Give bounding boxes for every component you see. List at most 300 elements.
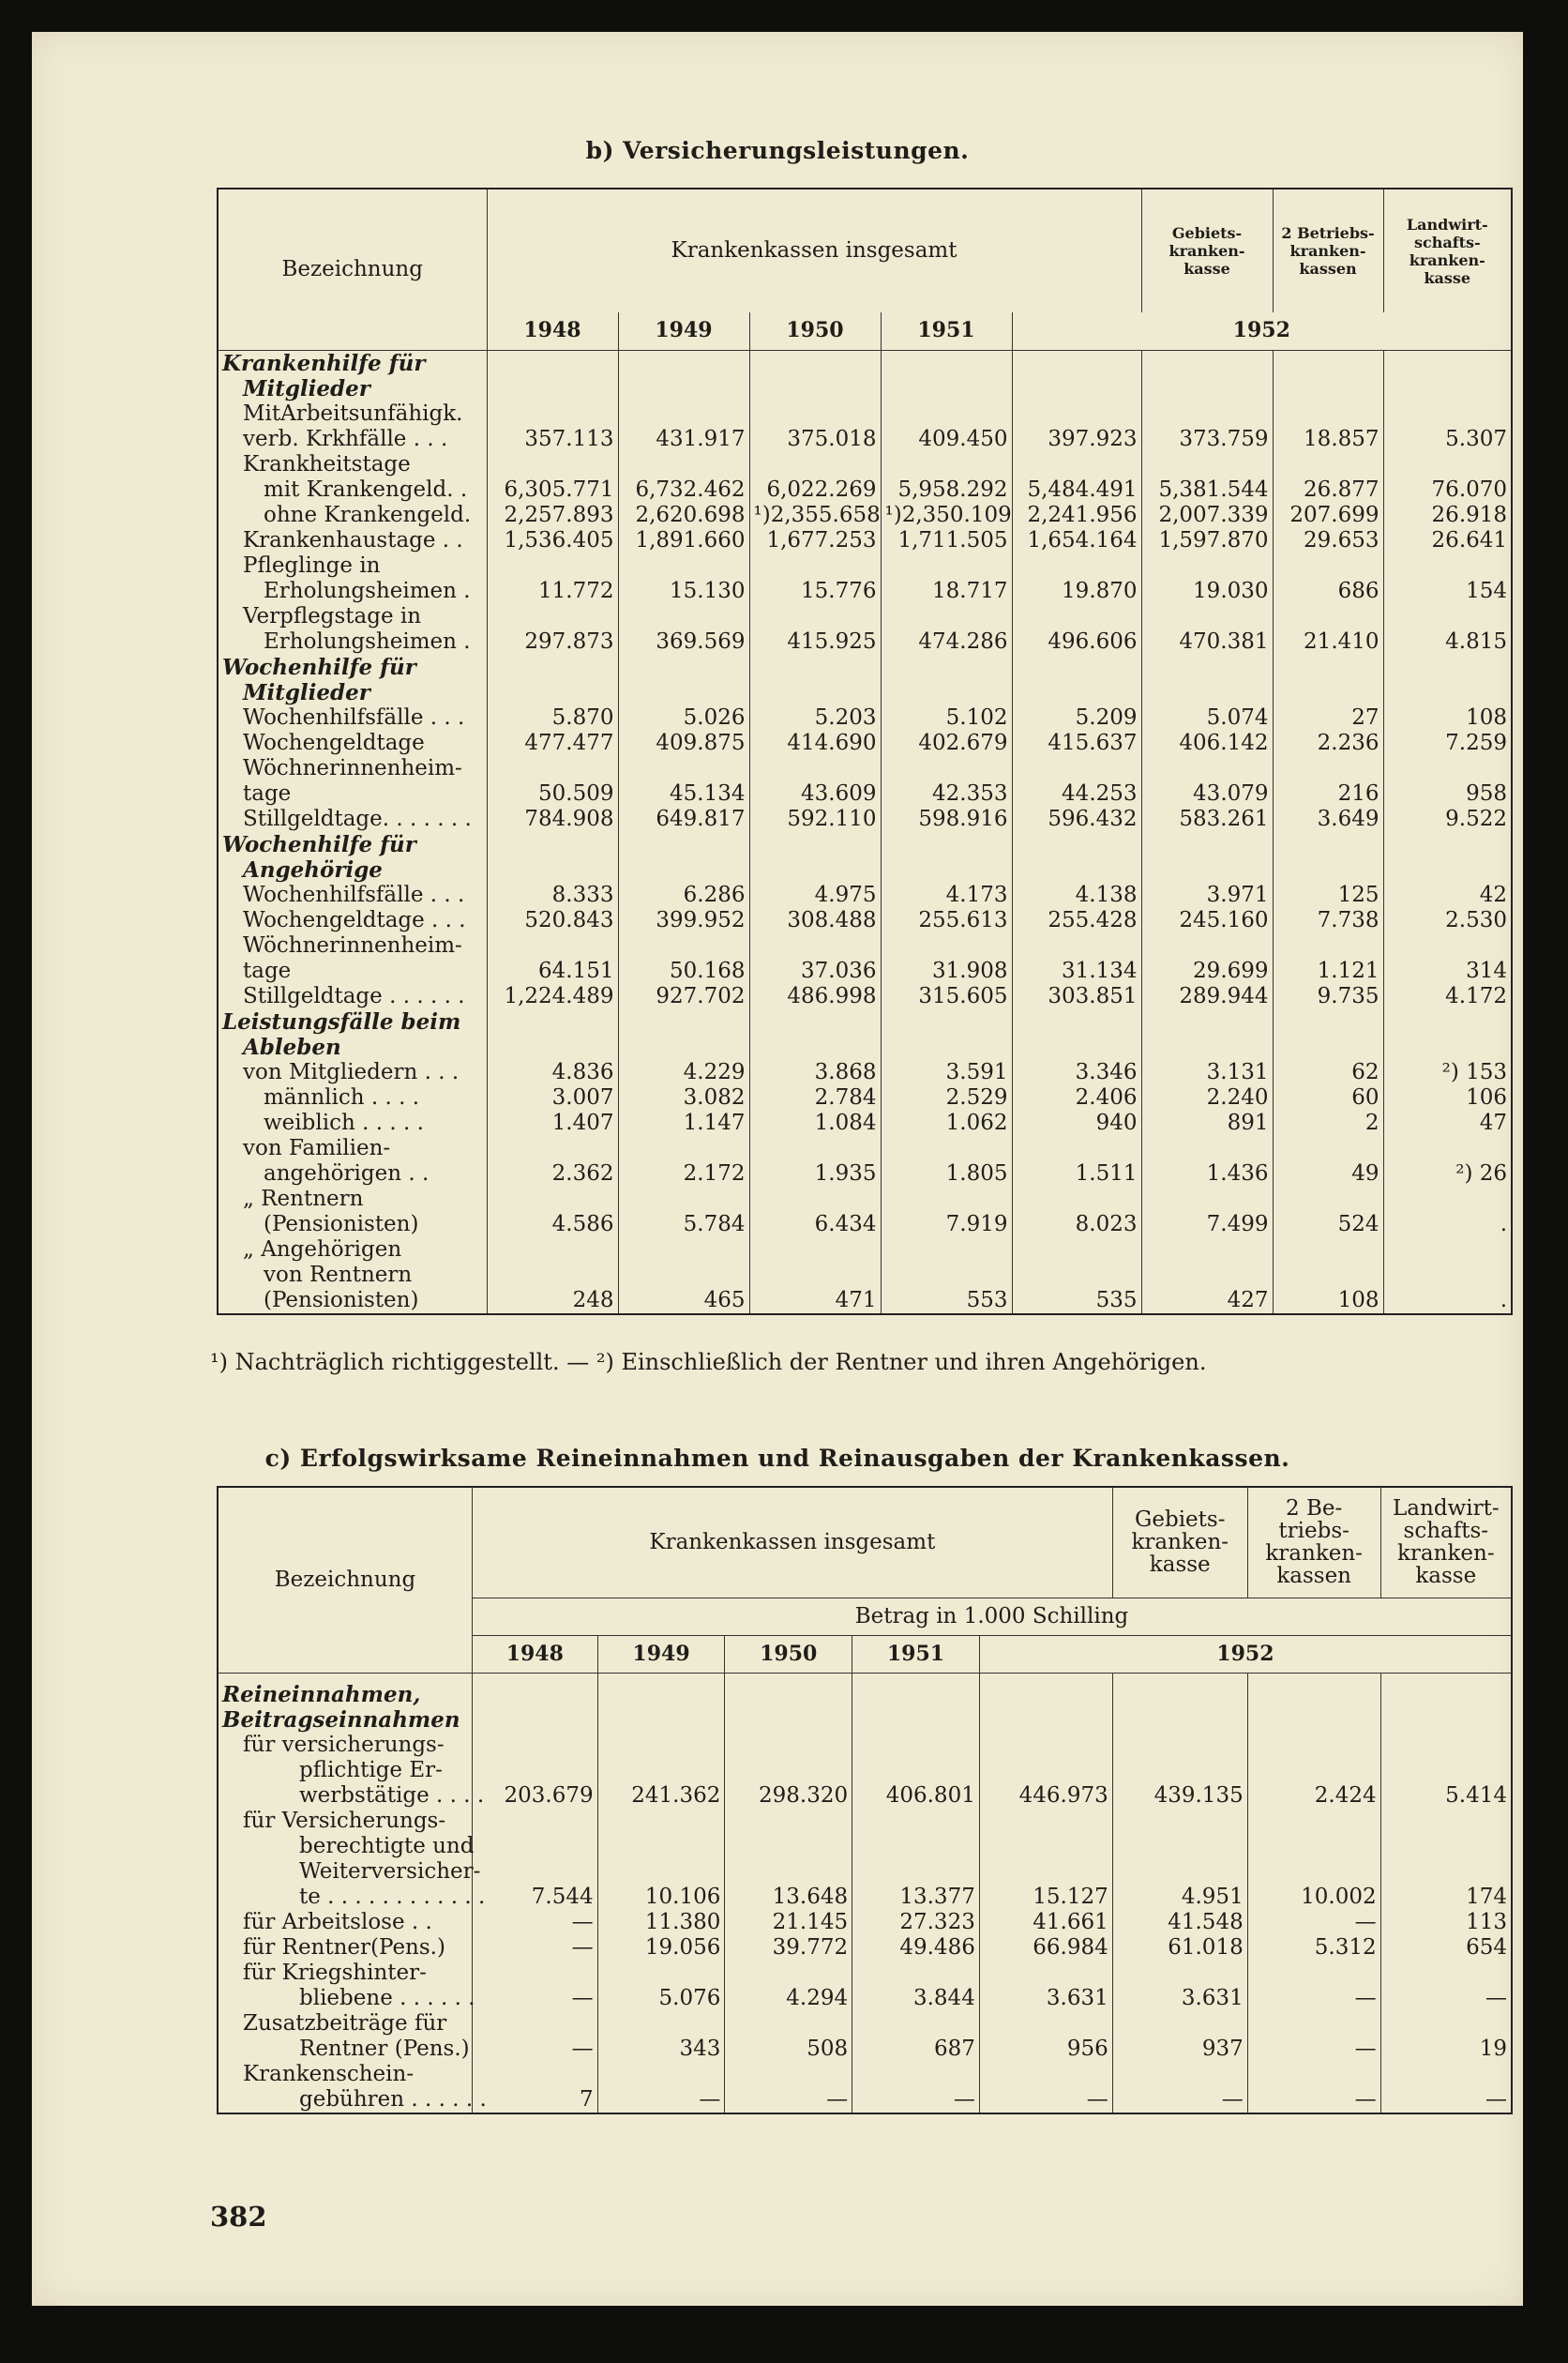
table-cell: 2,007.339 bbox=[1141, 503, 1273, 528]
table-cell bbox=[881, 350, 1012, 376]
table-cell bbox=[597, 1834, 725, 1859]
row-label: Angehörige bbox=[243, 856, 383, 883]
table-row bbox=[218, 1060, 1512, 1085]
table-cell: 596.432 bbox=[1012, 807, 1141, 832]
header-gebiet: Gebiets- kranken- kasse bbox=[1141, 189, 1273, 312]
table-cell: 535 bbox=[1012, 1288, 1141, 1314]
header-bezeichnung-c: Bezeichnung bbox=[218, 1487, 472, 1673]
table-cell bbox=[1247, 1733, 1380, 1758]
table-cell: 553 bbox=[881, 1288, 1012, 1314]
table-cell: — bbox=[1247, 2037, 1380, 2062]
table-cell: 369.569 bbox=[618, 629, 749, 655]
table-cell: 431.917 bbox=[618, 427, 749, 452]
table-cell bbox=[1380, 1733, 1512, 1758]
table-cell: 42 bbox=[1383, 883, 1512, 908]
table-cell: 64.151 bbox=[487, 959, 618, 984]
table-cell bbox=[1383, 401, 1512, 427]
table-cell: 427 bbox=[1141, 1288, 1273, 1314]
table-cell bbox=[618, 350, 749, 376]
spacer-cell bbox=[1380, 1673, 1512, 1682]
table-cell: 399.952 bbox=[618, 908, 749, 933]
table-row bbox=[218, 1682, 1512, 1707]
table-cell: 2.529 bbox=[881, 1085, 1012, 1111]
table-cell bbox=[1247, 1834, 1380, 1859]
table-row bbox=[218, 1035, 1512, 1060]
spacer-cell bbox=[852, 1673, 980, 1682]
table-cell bbox=[487, 756, 618, 781]
table-cell bbox=[1012, 857, 1141, 883]
table-row bbox=[218, 477, 1512, 503]
table-cell bbox=[979, 1733, 1112, 1758]
table-cell: 19.030 bbox=[1141, 579, 1273, 604]
table-cell bbox=[749, 756, 881, 781]
table-cell bbox=[1141, 680, 1273, 705]
table-cell bbox=[852, 1682, 980, 1707]
table-cell: 397.923 bbox=[1012, 427, 1141, 452]
table-cell: 402.679 bbox=[881, 731, 1012, 756]
table-cell bbox=[881, 1136, 1012, 1161]
row-label: MitArbeitsunfähigk. bbox=[243, 401, 463, 426]
table-row bbox=[218, 1237, 1512, 1263]
table-cell bbox=[1383, 832, 1512, 857]
table-cell: 44.253 bbox=[1012, 781, 1141, 807]
row-label: weiblich . . . . . bbox=[264, 1110, 424, 1135]
row-label: Weiterversicher- bbox=[299, 1859, 481, 1884]
table-cell: — bbox=[1380, 1986, 1512, 2011]
table-cell bbox=[618, 832, 749, 857]
table-row bbox=[218, 807, 1512, 832]
table-cell bbox=[1273, 1237, 1383, 1263]
table-cell: 245.160 bbox=[1141, 908, 1273, 933]
row-label: Krankenhaustage . . bbox=[243, 527, 463, 553]
table-cell: 248 bbox=[487, 1288, 618, 1314]
table-cell: — bbox=[1380, 2087, 1512, 2113]
table-cell bbox=[1380, 1834, 1512, 1859]
table-cell bbox=[1247, 1859, 1380, 1885]
table-cell: 3.649 bbox=[1273, 807, 1383, 832]
table-cell bbox=[618, 604, 749, 629]
table-cell: 2,241.956 bbox=[1012, 503, 1141, 528]
table-cell: 4.138 bbox=[1012, 883, 1141, 908]
table-cell: 2.424 bbox=[1247, 1783, 1380, 1809]
table-cell bbox=[1112, 1682, 1247, 1707]
table-row bbox=[218, 1136, 1512, 1161]
table-cell: 42.353 bbox=[881, 781, 1012, 807]
table-cell bbox=[618, 401, 749, 427]
table-cell: 8.023 bbox=[1012, 1212, 1141, 1237]
table-cell: 1.147 bbox=[618, 1111, 749, 1136]
table-cell bbox=[1012, 1136, 1141, 1161]
row-label: von Rentnern bbox=[264, 1262, 413, 1287]
table-cell bbox=[725, 1682, 852, 1707]
table-cell: 76.070 bbox=[1383, 477, 1512, 503]
table-cell bbox=[1383, 1009, 1512, 1035]
spacer-cell bbox=[1112, 1673, 1247, 1682]
table-cell: 415.637 bbox=[1012, 731, 1141, 756]
row-label: Rentner (Pens.) bbox=[299, 2037, 470, 2061]
table-cell: 5.870 bbox=[487, 705, 618, 731]
table-row bbox=[218, 1758, 1512, 1783]
table-cell bbox=[1383, 452, 1512, 477]
spacer-cell bbox=[472, 1673, 597, 1682]
table-cell bbox=[487, 680, 618, 705]
table-cell: 7 bbox=[472, 2087, 597, 2113]
row-label: von Familien- bbox=[243, 1135, 391, 1160]
table-row bbox=[218, 1910, 1512, 1935]
table-cell: 31.134 bbox=[1012, 959, 1141, 984]
table-cell: 654 bbox=[1380, 1935, 1512, 1961]
table-cell bbox=[487, 1035, 618, 1060]
table-cell: 956 bbox=[979, 2037, 1112, 2062]
row-label: Mitglieder bbox=[243, 375, 370, 401]
table-cell: 10.106 bbox=[597, 1885, 725, 1910]
table-cell bbox=[1383, 1187, 1512, 1212]
table-cell: 3.971 bbox=[1141, 883, 1273, 908]
table-cell: — bbox=[1112, 2087, 1247, 2113]
table-cell bbox=[852, 1809, 980, 1834]
table-cell bbox=[749, 1009, 881, 1035]
row-label: Wochenhilfe für bbox=[222, 654, 416, 680]
table-cell bbox=[1273, 1187, 1383, 1212]
table-cell: 2.530 bbox=[1383, 908, 1512, 933]
table-cell bbox=[618, 933, 749, 959]
table-row bbox=[218, 1085, 1512, 1111]
row-label: gebühren . . . . . . bbox=[299, 2087, 487, 2112]
row-label: Mitglieder bbox=[243, 679, 370, 705]
row-label: männlich . . . . bbox=[264, 1084, 420, 1110]
table-cell: 255.613 bbox=[881, 908, 1012, 933]
row-label: Wochenhilfsfälle . . . bbox=[243, 882, 465, 907]
table-cell: 9.522 bbox=[1383, 807, 1512, 832]
table-cell bbox=[1141, 1035, 1273, 1060]
section-b-title: b) Versicherungsleistungen. bbox=[585, 137, 970, 164]
table-cell: 4.951 bbox=[1112, 1885, 1247, 1910]
table-row bbox=[218, 2011, 1512, 2037]
table-cell: 470.381 bbox=[1141, 629, 1273, 655]
row-label: berechtigte und bbox=[299, 1834, 475, 1858]
table-cell: 1.935 bbox=[749, 1161, 881, 1187]
table-cell bbox=[1112, 1834, 1247, 1859]
page bbox=[32, 32, 1523, 2306]
table-cell: 524 bbox=[1273, 1212, 1383, 1237]
table-cell bbox=[472, 1682, 597, 1707]
table-revenues bbox=[217, 1486, 1513, 2114]
table-cell bbox=[1273, 756, 1383, 781]
table-cell bbox=[979, 1758, 1112, 1783]
table-cell bbox=[749, 604, 881, 629]
header-betriebs: 2 Betriebs- kranken- kassen bbox=[1273, 189, 1383, 312]
table-row bbox=[218, 376, 1512, 401]
table-cell bbox=[1383, 680, 1512, 705]
table-cell: 26.877 bbox=[1273, 477, 1383, 503]
row-label: Pfleglinge in bbox=[243, 553, 381, 578]
row-label: Erholungsheimen . bbox=[264, 629, 471, 654]
table-cell: 1,891.660 bbox=[618, 528, 749, 553]
table-cell bbox=[472, 1758, 597, 1783]
table-cell: 154 bbox=[1383, 579, 1512, 604]
year-1951-c: 1951 bbox=[852, 1635, 980, 1673]
table-cell bbox=[749, 655, 881, 680]
table-row bbox=[218, 452, 1512, 477]
table-cell: 113 bbox=[1380, 1910, 1512, 1935]
table-cell bbox=[1141, 1009, 1273, 1035]
table-cell bbox=[881, 1035, 1012, 1060]
table-cell bbox=[1012, 680, 1141, 705]
table-cell: 1,597.870 bbox=[1141, 528, 1273, 553]
table-cell: 406.801 bbox=[852, 1783, 980, 1809]
table-cell: ¹)2,350.109 bbox=[881, 503, 1012, 528]
table-cell bbox=[1012, 832, 1141, 857]
table-cell bbox=[597, 1961, 725, 1986]
table-cell: ²) 26 bbox=[1383, 1161, 1512, 1187]
table-cell: 2.240 bbox=[1141, 1085, 1273, 1111]
table-row bbox=[218, 427, 1512, 452]
table-cell: 2,257.893 bbox=[487, 503, 618, 528]
table-cell bbox=[725, 1859, 852, 1885]
table-cell: . bbox=[1383, 1212, 1512, 1237]
row-label: Wochengeldtage . . . bbox=[243, 907, 466, 932]
table-cell bbox=[1247, 2011, 1380, 2037]
table-cell bbox=[618, 1136, 749, 1161]
table-row bbox=[218, 2087, 1512, 2113]
header-insgesamt-c: Krankenkassen insgesamt bbox=[472, 1487, 1112, 1598]
table-cell: 29.653 bbox=[1273, 528, 1383, 553]
table-row bbox=[218, 655, 1512, 680]
table-cell: 241.362 bbox=[597, 1783, 725, 1809]
table-cell bbox=[1141, 756, 1273, 781]
row-label: für Versicherungs- bbox=[243, 1809, 446, 1833]
table-cell: 108 bbox=[1273, 1288, 1383, 1314]
table-cell: 3.346 bbox=[1012, 1060, 1141, 1085]
table-cell bbox=[749, 452, 881, 477]
row-label: Ableben bbox=[243, 1034, 341, 1060]
row-label: (Pensionisten) bbox=[264, 1211, 419, 1236]
table-row bbox=[218, 1986, 1512, 2011]
table-cell bbox=[487, 832, 618, 857]
spacer-cell bbox=[597, 1673, 725, 1682]
table-cell: 373.759 bbox=[1141, 427, 1273, 452]
table-cell bbox=[1383, 553, 1512, 579]
table-cell: 5.203 bbox=[749, 705, 881, 731]
row-label: verb. Krkhfälle . . . bbox=[243, 426, 448, 451]
table-cell: 7.738 bbox=[1273, 908, 1383, 933]
table-cell: 13.648 bbox=[725, 1885, 852, 1910]
table-cell bbox=[1383, 604, 1512, 629]
table-row bbox=[218, 883, 1512, 908]
table-cell: 357.113 bbox=[487, 427, 618, 452]
table-row bbox=[218, 1161, 1512, 1187]
row-label: Wochengeldtage bbox=[243, 730, 425, 755]
table-cell: 4.173 bbox=[881, 883, 1012, 908]
row-label: werbstätige . . . . bbox=[299, 1783, 485, 1808]
table-row bbox=[218, 1187, 1512, 1212]
table-row bbox=[218, 503, 1512, 528]
table-cell bbox=[1012, 553, 1141, 579]
table-cell bbox=[487, 857, 618, 883]
table-row bbox=[218, 350, 1512, 376]
table-cell bbox=[979, 1707, 1112, 1733]
table-row bbox=[218, 1707, 1512, 1733]
table-cell: 477.477 bbox=[487, 731, 618, 756]
table-row bbox=[218, 1809, 1512, 1834]
row-label: (Pensionisten) bbox=[264, 1287, 419, 1312]
table-row bbox=[218, 1961, 1512, 1986]
table-cell: 60 bbox=[1273, 1085, 1383, 1111]
table-cell: — bbox=[852, 2087, 980, 2113]
table-cell: 125 bbox=[1273, 883, 1383, 908]
table-row bbox=[218, 553, 1512, 579]
table-cell bbox=[1273, 1263, 1383, 1288]
header-betrag: Betrag in 1.000 Schilling bbox=[472, 1598, 1512, 1635]
table-cell bbox=[472, 1809, 597, 1834]
table-cell: 66.984 bbox=[979, 1935, 1112, 1961]
table-cell bbox=[1012, 452, 1141, 477]
table-cell bbox=[1012, 1035, 1141, 1060]
table-cell bbox=[597, 1859, 725, 1885]
table-cell bbox=[852, 1707, 980, 1733]
year-1952: 1952 bbox=[1012, 312, 1512, 350]
table-row bbox=[218, 731, 1512, 756]
table-row bbox=[218, 1885, 1512, 1910]
table-cell bbox=[1273, 1136, 1383, 1161]
table-cell: 9.735 bbox=[1273, 984, 1383, 1009]
table-cell bbox=[1383, 655, 1512, 680]
spacer-cell bbox=[979, 1673, 1112, 1682]
row-label: Krankheitstage bbox=[243, 451, 411, 477]
table-cell: 2.236 bbox=[1273, 731, 1383, 756]
table-cell bbox=[1380, 1809, 1512, 1834]
table-cell bbox=[1012, 1237, 1141, 1263]
table-cell bbox=[1112, 1859, 1247, 1885]
row-label: „ Angehörigen bbox=[243, 1236, 402, 1262]
table-cell: 937 bbox=[1112, 2037, 1247, 2062]
table-cell bbox=[597, 1733, 725, 1758]
table-cell bbox=[1141, 1237, 1273, 1263]
table-cell bbox=[472, 1733, 597, 1758]
row-label: Reineinnahmen, bbox=[222, 1682, 421, 1707]
table-cell: 45.134 bbox=[618, 781, 749, 807]
table-cell: 1,677.253 bbox=[749, 528, 881, 553]
table-cell: 439.135 bbox=[1112, 1783, 1247, 1809]
table-cell bbox=[979, 2062, 1112, 2087]
table-cell: 4.172 bbox=[1383, 984, 1512, 1009]
table-cell bbox=[881, 1237, 1012, 1263]
year-1952-c: 1952 bbox=[979, 1635, 1512, 1673]
table-cell bbox=[1380, 1707, 1512, 1733]
table-cell: — bbox=[1247, 1986, 1380, 2011]
table-cell bbox=[1380, 1961, 1512, 1986]
table-row bbox=[218, 1111, 1512, 1136]
table-cell: 446.973 bbox=[979, 1783, 1112, 1809]
table-cell bbox=[1273, 655, 1383, 680]
table-cell: 308.488 bbox=[749, 908, 881, 933]
table-cell: 6.286 bbox=[618, 883, 749, 908]
table-cell bbox=[749, 1187, 881, 1212]
table-cell bbox=[1141, 1263, 1273, 1288]
table-cell bbox=[881, 376, 1012, 401]
table-cell bbox=[1247, 1961, 1380, 1986]
table-row bbox=[218, 680, 1512, 705]
table-cell: 27 bbox=[1273, 705, 1383, 731]
table-cell: 1.062 bbox=[881, 1111, 1012, 1136]
table-cell: 5.102 bbox=[881, 705, 1012, 731]
table-cell: 106 bbox=[1383, 1085, 1512, 1111]
year-1949: 1949 bbox=[618, 312, 749, 350]
row-label: pflichtige Er- bbox=[299, 1758, 443, 1782]
table-cell bbox=[725, 1809, 852, 1834]
table-cell bbox=[597, 1809, 725, 1834]
table-cell: 1.511 bbox=[1012, 1161, 1141, 1187]
year-1948: 1948 bbox=[487, 312, 618, 350]
table-cell: 41.661 bbox=[979, 1910, 1112, 1935]
table-cell bbox=[1112, 2011, 1247, 2037]
table-cell bbox=[1383, 1035, 1512, 1060]
table-row bbox=[218, 1859, 1512, 1885]
table-cell bbox=[618, 655, 749, 680]
table-cell: 303.851 bbox=[1012, 984, 1141, 1009]
table-cell bbox=[1383, 1263, 1512, 1288]
header-betriebs-c: 2 Be- triebs- kranken- kassen bbox=[1247, 1487, 1380, 1598]
table-cell: 47 bbox=[1383, 1111, 1512, 1136]
table-cell bbox=[1273, 553, 1383, 579]
table-cell bbox=[852, 1733, 980, 1758]
table-row bbox=[218, 832, 1512, 857]
table-cell bbox=[487, 401, 618, 427]
table-cell: 18.717 bbox=[881, 579, 1012, 604]
table-cell: 50.168 bbox=[618, 959, 749, 984]
table-cell: 5.784 bbox=[618, 1212, 749, 1237]
table-cell bbox=[749, 376, 881, 401]
table-cell bbox=[749, 1263, 881, 1288]
table-cell: ²) 153 bbox=[1383, 1060, 1512, 1085]
table-cell: 49.486 bbox=[852, 1935, 980, 1961]
table-cell: 784.908 bbox=[487, 807, 618, 832]
table-cell bbox=[487, 1263, 618, 1288]
table-cell bbox=[487, 933, 618, 959]
table-cell: 203.679 bbox=[472, 1783, 597, 1809]
table-cell: 8.333 bbox=[487, 883, 618, 908]
table-cell bbox=[852, 2011, 980, 2037]
table-cell bbox=[1012, 376, 1141, 401]
row-label: te . . . . . . . . . . . . bbox=[299, 1885, 486, 1909]
table-cell: 486.998 bbox=[749, 984, 881, 1009]
table-cell: 958 bbox=[1383, 781, 1512, 807]
table-cell bbox=[881, 933, 1012, 959]
year-1951: 1951 bbox=[881, 312, 1012, 350]
table-cell bbox=[1012, 401, 1141, 427]
table-cell bbox=[1273, 604, 1383, 629]
table-cell bbox=[1247, 1809, 1380, 1834]
table-cell bbox=[487, 604, 618, 629]
year-1949-c: 1949 bbox=[597, 1635, 725, 1673]
table-row bbox=[218, 781, 1512, 807]
table-cell: 5.414 bbox=[1380, 1783, 1512, 1809]
table-cell bbox=[487, 1187, 618, 1212]
table-cell: 41.548 bbox=[1112, 1910, 1247, 1935]
table-cell bbox=[1273, 350, 1383, 376]
row-label: für Rentner(Pens.) bbox=[243, 1935, 445, 1960]
table-cell: 18.857 bbox=[1273, 427, 1383, 452]
row-label: angehörigen . . bbox=[264, 1160, 430, 1186]
table-row bbox=[218, 1783, 1512, 1809]
table-cell bbox=[597, 2062, 725, 2087]
row-label: Wöchnerinnenheim- bbox=[243, 755, 462, 780]
table-cell: 1.121 bbox=[1273, 959, 1383, 984]
table-cell: — bbox=[1247, 2087, 1380, 2113]
table-row bbox=[218, 1212, 1512, 1237]
table-cell: 15.130 bbox=[618, 579, 749, 604]
table-cell bbox=[725, 1961, 852, 1986]
